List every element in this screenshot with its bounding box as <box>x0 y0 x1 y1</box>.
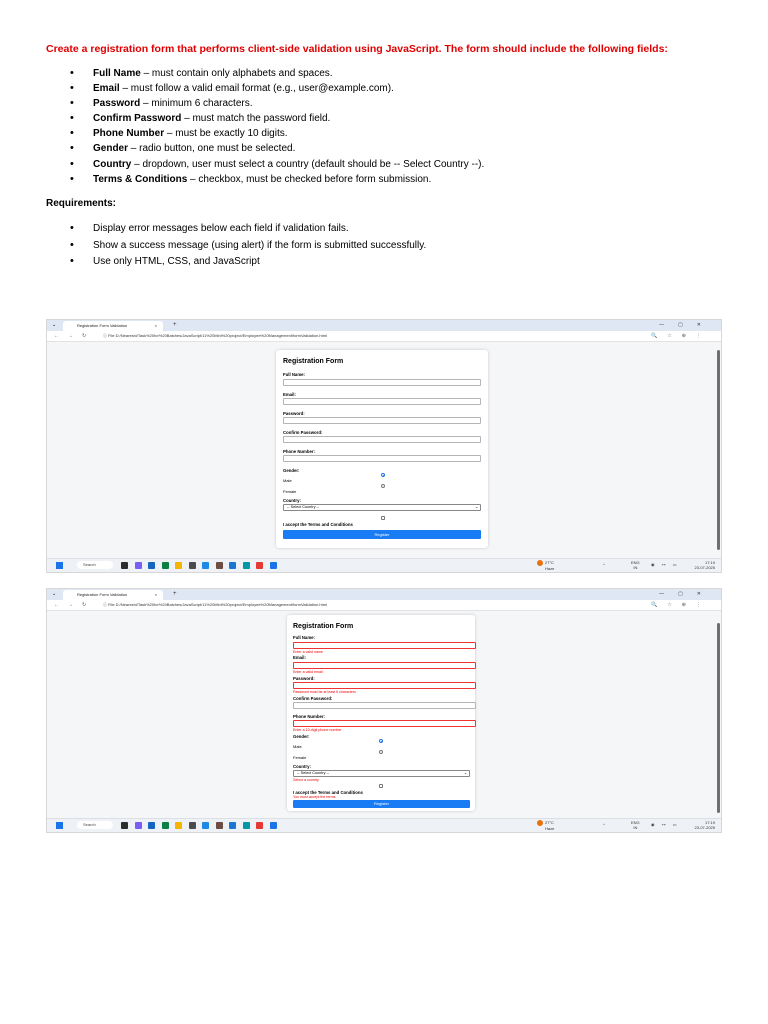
new-tab-button[interactable]: + <box>173 322 177 328</box>
app-icon[interactable] <box>189 562 196 569</box>
app-icon[interactable] <box>148 562 155 569</box>
app-icon[interactable] <box>135 562 142 569</box>
app-icon[interactable] <box>216 562 223 569</box>
app-icon[interactable] <box>202 822 209 829</box>
fields-list <box>46 66 484 187</box>
chevron-down-icon: ⌄ <box>474 505 478 509</box>
email-label: Email: <box>293 655 306 660</box>
windows-start-icon[interactable] <box>56 562 63 569</box>
female-radio[interactable] <box>381 484 385 488</box>
app-icon[interactable] <box>121 822 128 829</box>
weather-widget[interactable]: 27°C Haze <box>537 820 554 831</box>
clock[interactable]: 17:19 23-07-2025 <box>694 560 715 570</box>
list-item: • Password – minimum 6 characters. <box>46 96 484 111</box>
browser-tab[interactable]: Registration Form Validation × <box>63 590 163 600</box>
male-radio[interactable] <box>381 473 385 477</box>
full-name-input[interactable] <box>293 642 476 649</box>
password-input[interactable] <box>293 682 476 689</box>
form-title: Registration Form <box>293 623 354 630</box>
full-name-input[interactable] <box>283 379 481 386</box>
language-indicator[interactable]: ENG IN <box>631 560 640 570</box>
female-label: Female <box>283 489 297 494</box>
list-item: • Show a success message (using alert) if the form is submitted successfully. <box>46 238 426 255</box>
taskbar-app-icons <box>121 562 283 570</box>
registration-form <box>287 615 475 811</box>
register-button[interactable]: Register <box>293 800 470 808</box>
male-label: Male <box>293 744 302 749</box>
full-name-error: Enter a valid name <box>293 650 323 654</box>
email-label: Email: <box>283 392 296 397</box>
tray-chevron-icon[interactable]: ^ <box>603 562 608 567</box>
app-icon[interactable] <box>270 562 277 569</box>
registration-form <box>276 350 488 548</box>
app-icon[interactable] <box>121 562 128 569</box>
app-icon[interactable] <box>162 822 169 829</box>
gender-label: Gender: <box>283 468 300 473</box>
toolbar-icons[interactable]: 🔍☆⊕⋮ <box>651 602 711 608</box>
taskbar-search[interactable]: Search <box>77 821 113 829</box>
confirm-password-input[interactable] <box>293 702 476 709</box>
tray-chevron-icon[interactable]: ^ <box>603 822 608 827</box>
tab-bar <box>47 320 721 331</box>
app-icon[interactable] <box>148 822 155 829</box>
task-heading: Create a registration form that performs client-side validation using JavaScript. The form should include the following fields: <box>46 43 668 55</box>
app-icon[interactable] <box>243 562 250 569</box>
female-radio[interactable] <box>379 750 383 754</box>
app-icon[interactable] <box>270 822 277 829</box>
toolbar-icons[interactable]: 🔍☆⊕⋮ <box>651 333 711 339</box>
tab-dropdown-icon[interactable]: ⌄ <box>52 591 57 597</box>
register-button[interactable]: Register <box>283 530 481 539</box>
tab-bar <box>47 589 721 600</box>
list-item: • Phone Number – must be exactly 10 digits. <box>46 126 484 141</box>
app-icon[interactable] <box>256 822 263 829</box>
system-tray-icons[interactable]: ◉ ⊶ ▭ <box>651 562 680 567</box>
phone-label: Phone Number: <box>293 714 325 719</box>
app-icon[interactable] <box>202 562 209 569</box>
taskbar-app-icons <box>121 822 283 830</box>
password-error: Password must be at least 6 characters <box>293 690 356 694</box>
confirm-password-input[interactable] <box>283 436 481 443</box>
app-icon[interactable] <box>175 822 182 829</box>
taskbar <box>47 818 721 832</box>
app-icon[interactable] <box>175 562 182 569</box>
browser-tab[interactable]: Registration Form Validation × <box>63 321 163 331</box>
chevron-down-icon: ⌄ <box>463 771 467 775</box>
nav-buttons[interactable]: ←→↻ <box>54 333 96 339</box>
weather-icon <box>537 560 543 566</box>
address-bar <box>47 331 721 342</box>
terms-checkbox[interactable] <box>379 784 383 788</box>
terms-label: I accept the Terms and Conditions <box>293 790 363 795</box>
email-input[interactable] <box>283 398 481 405</box>
language-indicator[interactable]: ENG IN <box>631 820 640 830</box>
terms-checkbox[interactable] <box>381 516 385 520</box>
list-item: • Email – must follow a valid email format (e.g., user@example.com). <box>46 81 484 96</box>
phone-label: Phone Number: <box>283 449 315 454</box>
screenshot-validation-errors <box>46 588 722 833</box>
page-viewport <box>47 342 721 558</box>
phone-input[interactable] <box>293 720 476 727</box>
requirements-title: Requirements: <box>46 198 117 209</box>
app-icon[interactable] <box>189 822 196 829</box>
scrollbar[interactable] <box>717 623 720 813</box>
nav-buttons[interactable]: ←→↻ <box>54 602 96 608</box>
close-icon[interactable]: × <box>154 592 157 597</box>
list-item: • Full Name – must contain only alphabets and spaces. <box>46 66 484 81</box>
female-label: Female <box>293 755 307 760</box>
taskbar <box>47 558 721 572</box>
requirements-list <box>46 221 426 271</box>
terms-label: I accept the Terms and Conditions <box>283 522 353 527</box>
list-item: • Display error messages below each field if validation fails. <box>46 221 426 238</box>
url-field[interactable]: ⓘ File D:/Neareshi/Task%20for%20Batches/JavaScript/11%20Mini%20project/Employee%20Management/formValidation.html <box>103 602 327 607</box>
phone-input[interactable] <box>283 455 481 462</box>
country-label: Country: <box>283 498 301 503</box>
email-input[interactable] <box>293 662 476 669</box>
list-item: • Country – dropdown, user must select a country (default should be -- Select Country --). <box>46 157 484 172</box>
phone-error: Enter a 10-digit phone number <box>293 728 342 732</box>
window-controls[interactable]: —▢✕ <box>659 322 715 328</box>
app-icon[interactable] <box>243 822 250 829</box>
male-radio[interactable] <box>379 739 383 743</box>
new-tab-button[interactable]: + <box>173 591 177 597</box>
system-tray-icons[interactable]: ◉ ⊶ ▭ <box>651 822 680 827</box>
screenshot-initial <box>46 319 722 573</box>
email-error: Enter a valid email <box>293 670 323 674</box>
list-item: • Confirm Password – must match the password field. <box>46 111 484 126</box>
male-label: Male <box>283 478 292 483</box>
form-title: Registration Form <box>283 358 344 365</box>
weather-icon <box>537 820 543 826</box>
password-label: Password: <box>283 411 305 416</box>
address-bar <box>47 600 721 611</box>
list-item: • Terms & Conditions – checkbox, must be checked before form submission. <box>46 172 484 187</box>
country-label: Country: <box>293 764 311 769</box>
app-icon[interactable] <box>229 562 236 569</box>
window-controls[interactable]: —▢✕ <box>659 591 715 597</box>
app-icon[interactable] <box>216 822 223 829</box>
clock[interactable]: 17:19 23-07-2025 <box>694 820 715 830</box>
password-input[interactable] <box>283 417 481 424</box>
app-icon[interactable] <box>135 822 142 829</box>
app-icon[interactable] <box>229 822 236 829</box>
terms-error: You must accept the terms <box>293 795 336 799</box>
full-name-label: Full Name: <box>293 635 315 640</box>
url-field[interactable]: ⓘ File D:/Neareshi/Task%20for%20Batches/JavaScript/11%20Mini%20project/Employee%20Management/formValidation.html <box>103 333 327 338</box>
country-select[interactable]: -- Select Country -- ⌄ <box>293 770 470 777</box>
full-name-label: Full Name: <box>283 372 305 377</box>
country-error: Select a country <box>293 778 319 782</box>
scrollbar[interactable] <box>717 350 720 550</box>
app-icon[interactable] <box>162 562 169 569</box>
country-select[interactable]: -- Select Country -- ⌄ <box>283 504 481 511</box>
taskbar-search[interactable]: Search <box>77 561 113 569</box>
weather-widget[interactable]: 27°C Haze <box>537 560 554 571</box>
list-item: • Use only HTML, CSS, and JavaScript <box>46 254 426 271</box>
list-item: • Gender – radio button, one must be selected. <box>46 141 484 156</box>
close-icon[interactable]: × <box>154 323 157 328</box>
page-viewport <box>47 611 721 818</box>
tab-dropdown-icon[interactable]: ⌄ <box>52 322 57 328</box>
app-icon[interactable] <box>256 562 263 569</box>
confirm-password-label: Confirm Password: <box>283 430 323 435</box>
confirm-password-label: Confirm Password: <box>293 696 333 701</box>
gender-label: Gender: <box>293 734 310 739</box>
password-label: Password: <box>293 676 315 681</box>
windows-start-icon[interactable] <box>56 822 63 829</box>
